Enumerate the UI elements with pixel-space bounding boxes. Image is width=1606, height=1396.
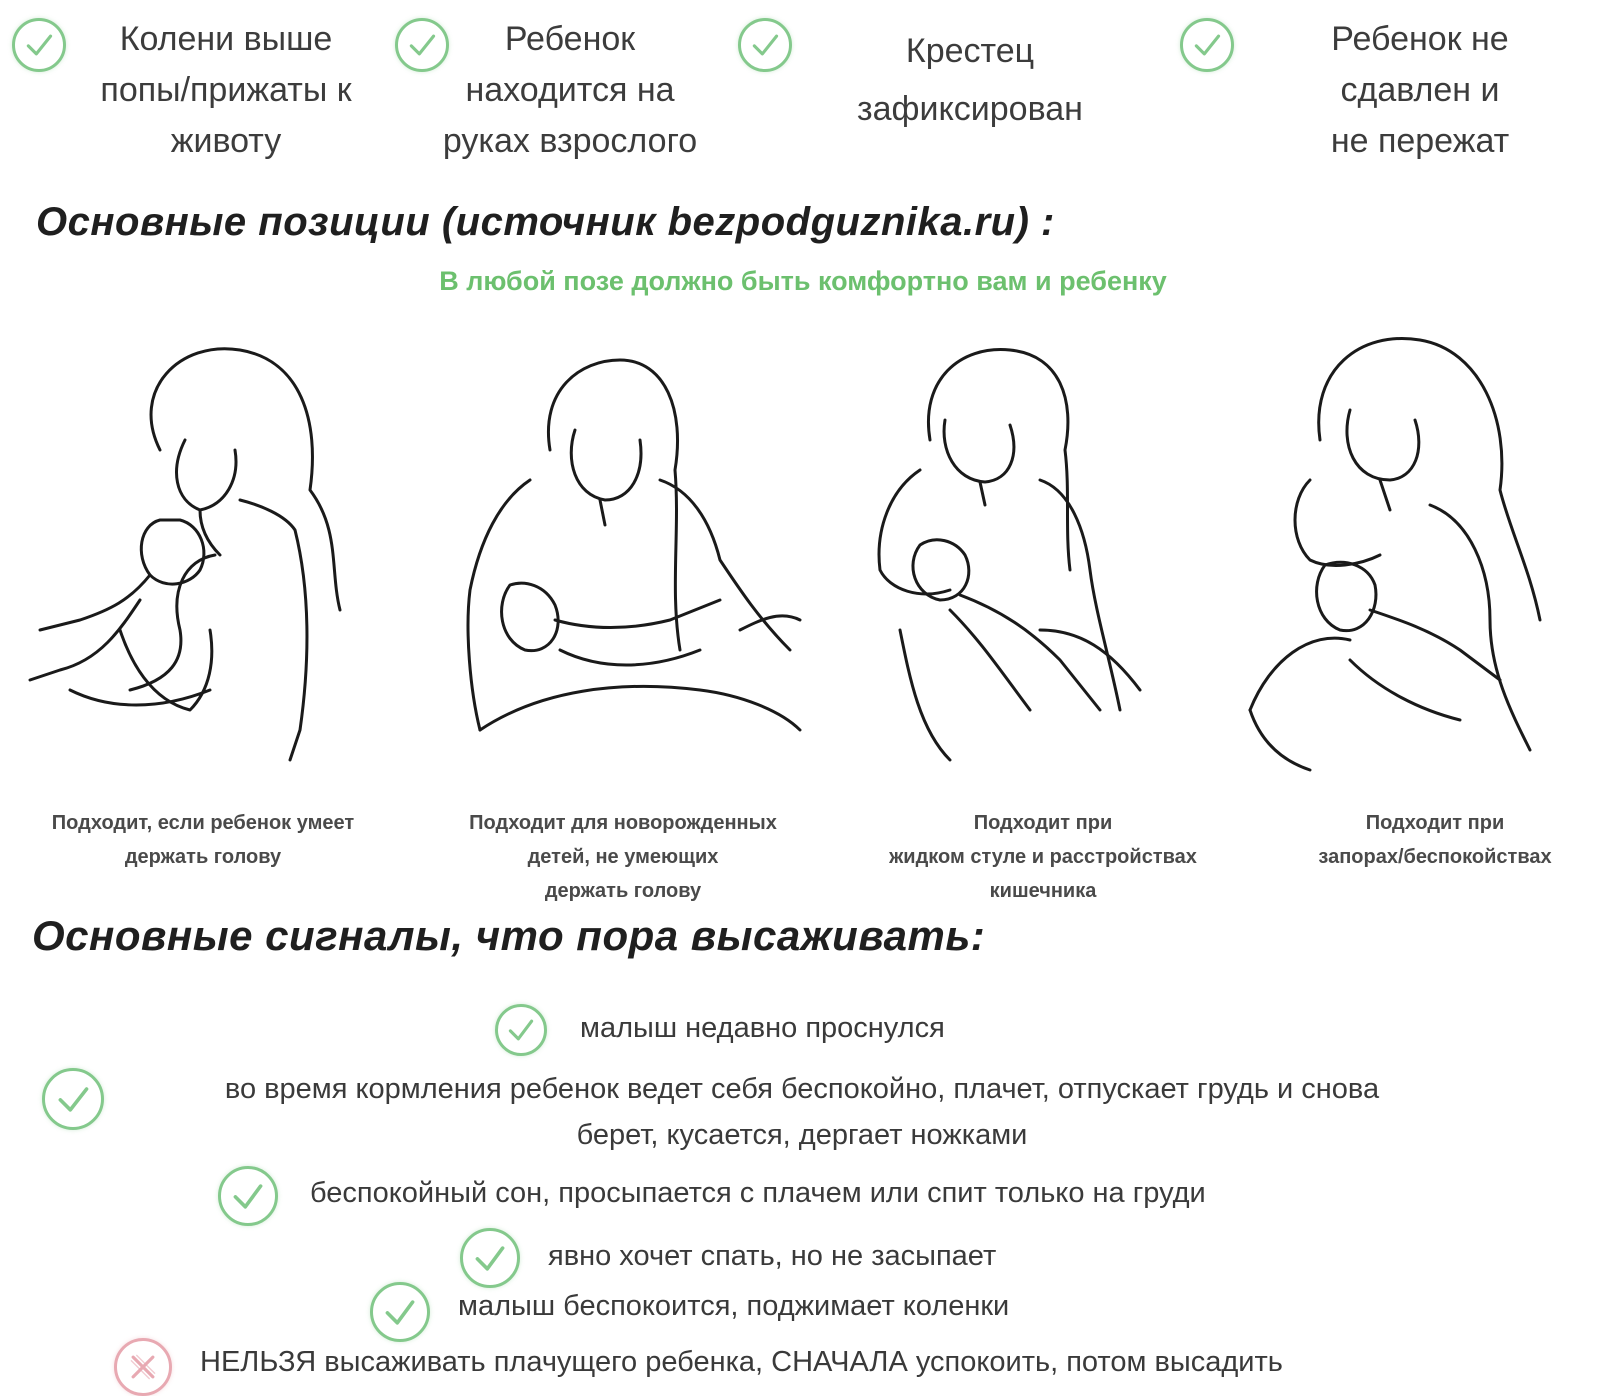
signal-sleepy: явно хочет спать, но не засыпает: [548, 1240, 997, 1272]
requirement-line: зафиксирован: [857, 90, 1083, 128]
position-caption-1: [18, 806, 388, 874]
caption-line: кишечника: [989, 880, 1097, 902]
caption-line: жидком стуле и расстройствах: [889, 846, 1197, 868]
caption-line: держать голову: [544, 880, 702, 902]
caption-line: Подходит при: [1365, 812, 1505, 834]
requirement-line: руках взрослого: [442, 122, 698, 160]
requirement-line: животу: [170, 122, 282, 160]
cross-circle-icon: [114, 1338, 172, 1396]
requirement-line: Ребенок не: [1331, 20, 1509, 58]
requirement-line: Ребенок: [504, 20, 636, 58]
position-illustration-2: [440, 330, 820, 790]
caption-line: Подходит для новорожденных: [469, 812, 777, 834]
position-illustration-4: [1230, 330, 1600, 790]
requirement-sacrum: [820, 22, 1120, 138]
requirement-arms: [420, 14, 720, 167]
signal-line: во время кормления ребенок ведет себя беспокойно, плачет, отпускает грудь и снова: [224, 1073, 1380, 1105]
position-caption-4: [1270, 806, 1600, 874]
check-circle-icon: [495, 1004, 547, 1056]
caption-line: Подходит, если ребенок умеет: [51, 812, 355, 834]
requirement-knees: [76, 14, 376, 167]
check-circle-icon: [738, 18, 792, 72]
check-circle-icon: [42, 1068, 104, 1130]
requirement-not-squeezed: [1270, 14, 1570, 167]
signal-woke-up: малыш недавно проснулся: [580, 1012, 945, 1044]
positions-subheading: В любой позе должно быть комфортно вам и ребенку: [439, 266, 1167, 296]
check-circle-icon: [370, 1282, 430, 1342]
signal-line: берет, кусается, дергает ножками: [576, 1119, 1028, 1151]
position-caption-2: [438, 806, 808, 908]
caption-line: Подходит при: [973, 812, 1113, 834]
requirement-line: не пережат: [1330, 122, 1510, 160]
requirement-line: Крестец: [905, 32, 1035, 70]
signal-restless-sleep: беспокойный сон, просыпается с плачем или спит только на груди: [310, 1177, 1206, 1209]
caption-line: запорах/беспокойствах: [1318, 846, 1552, 868]
positions-heading: Основные позиции (источник bezpodguznika.ru) :: [36, 200, 1055, 244]
signals-heading: Основные сигналы, что пора высаживать:: [32, 912, 986, 959]
signal-feeding-restless: [112, 1066, 1492, 1158]
requirement-line: Колени выше: [119, 20, 333, 58]
check-circle-icon: [1180, 18, 1234, 72]
position-caption-3: [858, 806, 1228, 908]
signal-knees: малыш беспокоится, поджимает коленки: [458, 1290, 1010, 1322]
caption-line: детей, не умеющих: [527, 846, 719, 868]
caption-line: держать голову: [124, 846, 282, 868]
check-circle-icon: [460, 1228, 520, 1288]
check-circle-icon: [12, 18, 66, 72]
check-circle-icon: [218, 1166, 278, 1226]
requirement-line: находится на: [465, 71, 675, 109]
position-illustration-3: [860, 330, 1220, 790]
warning-do-not-sit-crying: НЕЛЬЗЯ высаживать плачущего ребенка, СНАЧАЛА успокоить, потом высадить: [200, 1346, 1283, 1378]
requirement-line: попы/прижаты к: [100, 71, 352, 109]
requirement-line: сдавлен и: [1340, 71, 1500, 109]
position-illustration-1: [10, 330, 380, 790]
